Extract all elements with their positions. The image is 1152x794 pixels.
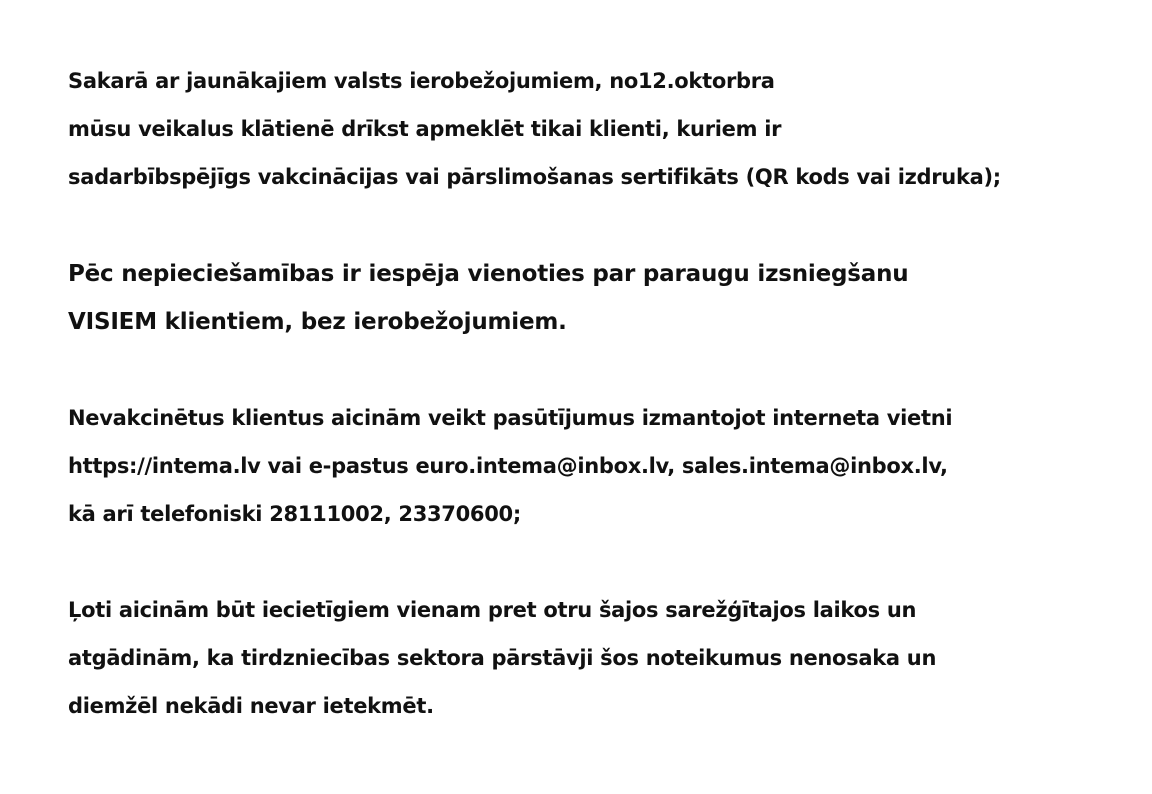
text-line: sadarbībspējīgs vakcinācijas vai pārslimošanas sertifikāts (QR kods vai izdruka); (68, 165, 1001, 189)
text-line: VISIEM klientiem, bez ierobežojumiem. (68, 309, 567, 335)
text-line: https://intema.lv vai e-pastus euro.intema@inbox.lv, sales.intema@inbox.lv, (68, 454, 948, 478)
text-line: Pēc nepieciešamības ir iespēja vienoties par paraugu izsniegšanu (68, 261, 909, 287)
text-line: Sakarā ar jaunākajiem valsts ierobežojumiem, no12.oktorbra (68, 69, 775, 93)
text-line: mūsu veikalus klātienē drīkst apmeklēt tikai klienti, kuriem ir (68, 117, 782, 141)
text-line: diemžēl nekādi nevar ietekmēt. (68, 694, 434, 718)
text-line: Nevakcinētus klientus aicinām veikt pasūtījumus izmantojot interneta vietni (68, 406, 953, 430)
text-line: kā arī telefoniski 28111002, 23370600; (68, 502, 521, 526)
text-line: atgādinām, ka tirdzniecības sektora pārstāvji šos noteikumus nenosaka un (68, 646, 937, 670)
text-line: Ļoti aicinām būt iecietīgiem vienam pret otru šajos sarežģītajos laikos un (68, 598, 917, 622)
